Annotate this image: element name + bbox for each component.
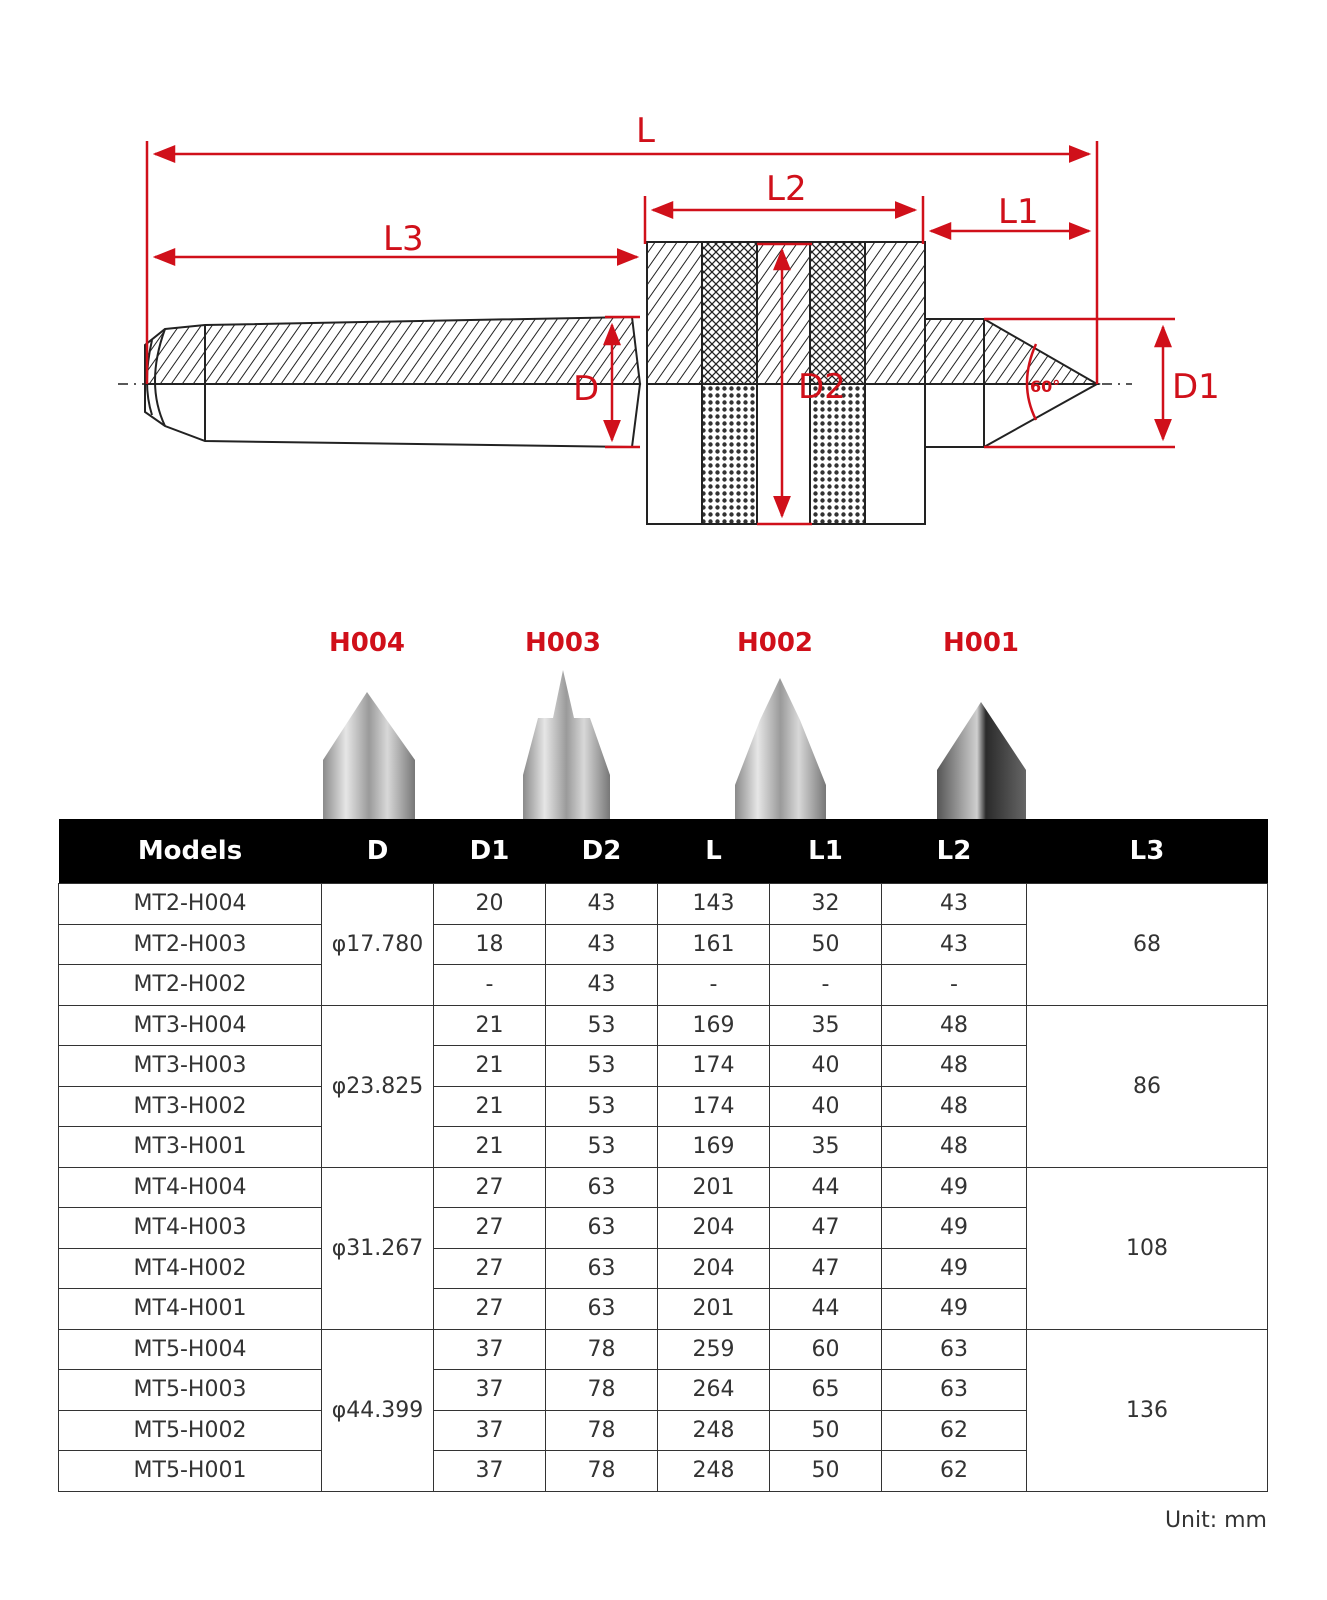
model-cell: MT3-H001	[59, 1127, 322, 1168]
header-l3: L3	[1027, 819, 1268, 884]
header-d2: D2	[546, 819, 658, 884]
dim-label-L2: L2	[766, 169, 807, 209]
l2-cell: 49	[882, 1167, 1027, 1208]
l-cell: -	[658, 965, 770, 1006]
l-cell: 174	[658, 1046, 770, 1087]
d1-cell: 18	[434, 924, 546, 965]
d2-cell: 78	[546, 1370, 658, 1411]
l-cell: 201	[658, 1167, 770, 1208]
d2-cell: 43	[546, 965, 658, 1006]
d1-cell: 21	[434, 1046, 546, 1087]
table-body	[59, 884, 1268, 1492]
d1-cell: 37	[434, 1410, 546, 1451]
tip-label-h004: H004	[328, 628, 406, 658]
taper-shank	[145, 317, 640, 447]
l1-cell: 47	[770, 1208, 882, 1249]
table-row	[59, 1167, 1268, 1208]
dim-label-D: D	[573, 369, 600, 409]
l1-cell: 44	[770, 1167, 882, 1208]
l1-cell: 65	[770, 1370, 882, 1411]
d1-cell: 37	[434, 1451, 546, 1492]
d1-cell: 27	[434, 1167, 546, 1208]
l2-cell: 48	[882, 1086, 1027, 1127]
center-point	[925, 319, 1097, 447]
d2-cell: 63	[546, 1208, 658, 1249]
d1-cell: 27	[434, 1208, 546, 1249]
model-cell: MT3-H002	[59, 1086, 322, 1127]
dim-label-L3: L3	[383, 219, 424, 259]
d1-cell: 21	[434, 1086, 546, 1127]
model-cell: MT4-H001	[59, 1289, 322, 1330]
model-cell: MT5-H003	[59, 1370, 322, 1411]
l2-cell: 48	[882, 1046, 1027, 1087]
d1-cell: 27	[434, 1248, 546, 1289]
d2-cell: 78	[546, 1451, 658, 1492]
header-models: Models	[59, 819, 322, 884]
l2-cell: -	[882, 965, 1027, 1006]
l2-cell: 43	[882, 884, 1027, 925]
bearing-body	[647, 242, 925, 524]
table-header-row	[59, 819, 1268, 884]
d1-cell: -	[434, 965, 546, 1006]
l3-cell: 136	[1027, 1329, 1268, 1491]
live-center-drawing	[0, 0, 1327, 560]
l1-cell: 50	[770, 1410, 882, 1451]
tip-illustrations	[0, 610, 1327, 820]
l1-cell: 35	[770, 1005, 882, 1046]
l2-cell: 62	[882, 1410, 1027, 1451]
tip-label-h002: H002	[736, 628, 814, 658]
l-cell: 143	[658, 884, 770, 925]
l2-cell: 43	[882, 924, 1027, 965]
d2-cell: 78	[546, 1329, 658, 1370]
d2-cell: 78	[546, 1410, 658, 1451]
l3-cell: 86	[1027, 1005, 1268, 1167]
l-cell: 264	[658, 1370, 770, 1411]
model-cell: MT2-H004	[59, 884, 322, 925]
l2-cell: 49	[882, 1289, 1027, 1330]
model-cell: MT3-H003	[59, 1046, 322, 1087]
tip-h003-image	[523, 670, 610, 820]
model-cell: MT2-H003	[59, 924, 322, 965]
d1-cell: 21	[434, 1127, 546, 1168]
l1-cell: 35	[770, 1127, 882, 1168]
header-l1: L1	[770, 819, 882, 884]
l2-cell: 62	[882, 1451, 1027, 1492]
spec-table	[58, 819, 1268, 1492]
d-cell: φ44.399	[322, 1329, 434, 1491]
l1-cell: -	[770, 965, 882, 1006]
l-cell: 204	[658, 1248, 770, 1289]
d1-cell: 37	[434, 1329, 546, 1370]
l2-cell: 49	[882, 1248, 1027, 1289]
l-cell: 248	[658, 1410, 770, 1451]
tip-h001-image	[937, 702, 1026, 820]
model-cell: MT5-H004	[59, 1329, 322, 1370]
d2-cell: 53	[546, 1127, 658, 1168]
l2-cell: 48	[882, 1127, 1027, 1168]
d-cell: φ23.825	[322, 1005, 434, 1167]
table-row	[59, 1329, 1268, 1370]
model-cell: MT3-H004	[59, 1005, 322, 1046]
table-row	[59, 1005, 1268, 1046]
d2-cell: 43	[546, 884, 658, 925]
model-cell: MT4-H004	[59, 1167, 322, 1208]
table-row	[59, 884, 1268, 925]
tip-label-h001: H001	[942, 628, 1020, 658]
dim-label-L1: L1	[998, 192, 1039, 232]
l2-cell: 49	[882, 1208, 1027, 1249]
d1-cell: 21	[434, 1005, 546, 1046]
l1-cell: 40	[770, 1046, 882, 1087]
d2-cell: 43	[546, 924, 658, 965]
header-d1: D1	[434, 819, 546, 884]
l1-cell: 60	[770, 1329, 882, 1370]
d2-cell: 53	[546, 1086, 658, 1127]
l-cell: 169	[658, 1005, 770, 1046]
d2-cell: 63	[546, 1167, 658, 1208]
l1-cell: 40	[770, 1086, 882, 1127]
dim-label-D2: D2	[798, 367, 846, 407]
header-l2: L2	[882, 819, 1027, 884]
l1-cell: 50	[770, 1451, 882, 1492]
d1-cell: 20	[434, 884, 546, 925]
l-cell: 248	[658, 1451, 770, 1492]
d2-cell: 63	[546, 1289, 658, 1330]
l-cell: 169	[658, 1127, 770, 1168]
dim-label-L: L	[636, 111, 655, 151]
model-cell: MT4-H002	[59, 1248, 322, 1289]
l-cell: 174	[658, 1086, 770, 1127]
l2-cell: 63	[882, 1329, 1027, 1370]
d-cell: φ31.267	[322, 1167, 434, 1329]
angle-label: 60°	[1030, 377, 1061, 396]
header-l: L	[658, 819, 770, 884]
d2-cell: 63	[546, 1248, 658, 1289]
model-cell: MT5-H002	[59, 1410, 322, 1451]
l-cell: 161	[658, 924, 770, 965]
d1-cell: 27	[434, 1289, 546, 1330]
d1-cell: 37	[434, 1370, 546, 1411]
l1-cell: 47	[770, 1248, 882, 1289]
l1-cell: 32	[770, 884, 882, 925]
l3-cell: 108	[1027, 1167, 1268, 1329]
tip-h004-image	[323, 692, 415, 820]
d2-cell: 53	[546, 1046, 658, 1087]
l-cell: 201	[658, 1289, 770, 1330]
header-d: D	[322, 819, 434, 884]
l3-cell: 68	[1027, 884, 1268, 1006]
d2-cell: 53	[546, 1005, 658, 1046]
l2-cell: 63	[882, 1370, 1027, 1411]
tip-label-h003: H003	[524, 628, 602, 658]
unit-note: Unit: mm	[1164, 1508, 1267, 1533]
model-cell: MT4-H003	[59, 1208, 322, 1249]
d-cell: φ17.780	[322, 884, 434, 1006]
l1-cell: 50	[770, 924, 882, 965]
l-cell: 204	[658, 1208, 770, 1249]
l2-cell: 48	[882, 1005, 1027, 1046]
dim-label-D1: D1	[1172, 367, 1220, 407]
l-cell: 259	[658, 1329, 770, 1370]
model-cell: MT5-H001	[59, 1451, 322, 1492]
tip-h002-image	[735, 678, 826, 820]
model-cell: MT2-H002	[59, 965, 322, 1006]
l1-cell: 44	[770, 1289, 882, 1330]
